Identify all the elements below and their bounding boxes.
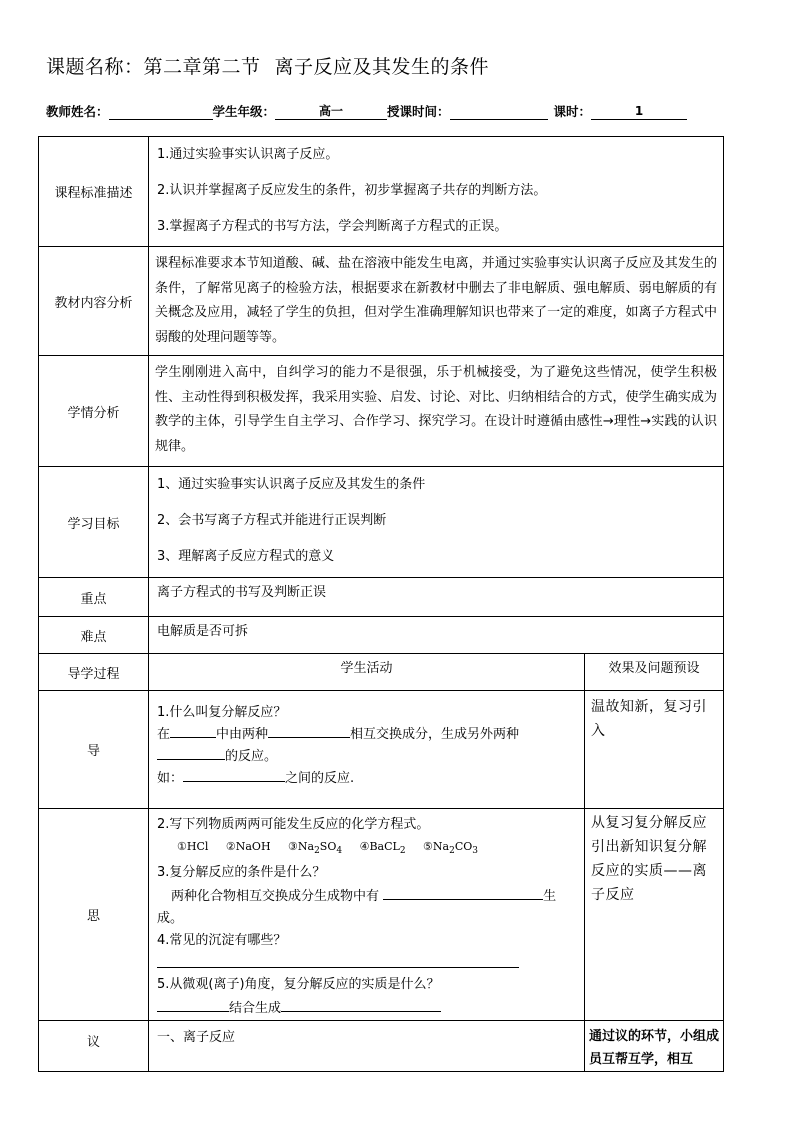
students-text: 学生刚刚进入高中，自纠学习的能力不是很强，乐于机械接受，为了避免这些情况，使学生积极性、主动性得到积极发挥，我采用实验、启发、讨论、对比、归纳相结合的方式，使学生确实成为教学的主体，引导学生自主学习、合作学习、探究学习。在设计时遵循由感性→理性→实践的认识规律。 — [155, 365, 717, 454]
si-q3-tail: 成。 — [157, 911, 184, 927]
grade-label: 学生年级： — [212, 104, 276, 119]
page-title — [46, 52, 489, 79]
row-key — [39, 578, 724, 617]
row-standard — [39, 137, 724, 247]
dao-question: 1.什么叫复分解反应？ — [157, 705, 287, 720]
goal-item: 1、通过实验事实认识离子反应及其发生的条件 — [157, 477, 426, 492]
chem-naoh: ②NaOH — [225, 840, 271, 853]
title-prefix: 课题名称：第二章第二节 — [46, 56, 261, 78]
lesson-meta — [46, 102, 687, 120]
standard-item: 2.认识并掌握离子反应发生的条件，初步掌握离子共存的判断方法。 — [157, 183, 547, 198]
si-question-5: 5.从微观(离子)角度，复分解反应的实质是什么？ — [157, 977, 440, 993]
blank-field[interactable] — [268, 722, 350, 738]
goals-label: 学习目标 — [39, 467, 149, 578]
title-topic: 离子反应及其发生的条件 — [274, 56, 490, 78]
blank-field[interactable] — [157, 996, 229, 1012]
grade-field[interactable]: 高一 — [275, 104, 387, 120]
dao-line2: 在 中由两种 相互交换成分，生成另外两种 — [157, 722, 578, 744]
hours-label: 课时： — [553, 104, 592, 119]
teacher-label: 教师姓名： — [46, 104, 109, 119]
difficulty-text: 电解质是否可拆 — [157, 624, 249, 639]
blank-field[interactable] — [170, 722, 216, 738]
goal-item: 3、理解离子反应方程式的意义 — [157, 549, 335, 564]
si-content — [149, 809, 584, 1020]
chem-na2co3: $⑤Na_2CO_3$ — [423, 840, 478, 857]
si-question-2: 2.写下列物质两两可能发生反应的化学方程式。 — [157, 817, 430, 832]
row-yi — [39, 1021, 724, 1072]
yi-text: 一、离子反应 — [157, 1030, 236, 1046]
row-students — [39, 356, 724, 467]
standard-item: 3.掌握离子方程式的书写方法，学会判断离子方程式的正误。 — [157, 219, 508, 234]
students-label: 学情分析 — [39, 356, 149, 467]
goals-list — [149, 467, 723, 569]
key-text: 离子方程式的书写及判断正误 — [157, 585, 327, 600]
chem-bacl2: ④BaCL$_2$ — [359, 840, 406, 857]
lesson-plan-table — [38, 136, 724, 1072]
row-si — [39, 809, 724, 1021]
blank-field[interactable] — [157, 744, 225, 760]
dao-content — [149, 691, 584, 788]
dao-effect: 温故知新，复习引入 — [591, 699, 707, 739]
teacher-name-field[interactable] — [109, 104, 213, 120]
si-question-4: 4.常见的沉淀有哪些？ — [157, 933, 287, 949]
row-goals — [39, 467, 724, 578]
row-process-header — [39, 654, 724, 691]
si-q3-line: 两种化合物相互交换成分生成物中有 生 — [157, 884, 578, 908]
si-label: 思 — [39, 809, 149, 1021]
blank-field[interactable] — [281, 996, 441, 1012]
key-label: 重点 — [39, 578, 149, 617]
effect-col-header: 效果及问题预设 — [608, 661, 700, 676]
content-label: 教材内容分析 — [39, 247, 149, 356]
time-field[interactable] — [450, 104, 548, 120]
dao-line3: 的反应。 — [157, 744, 578, 766]
hours-field[interactable]: 1 — [591, 104, 687, 120]
yi-label: 议 — [86, 1035, 100, 1051]
standard-item: 1.通过实验事实认识离子反应。 — [157, 147, 339, 162]
blank-field[interactable] — [383, 884, 543, 900]
blank-field[interactable] — [183, 766, 285, 782]
row-difficulty — [39, 617, 724, 654]
chem-list — [157, 836, 578, 862]
goal-item: 2、会书写离子方程式并能进行正误判断 — [157, 513, 387, 528]
dao-label: 导 — [39, 691, 149, 809]
standard-label: 课程标准描述 — [39, 137, 149, 247]
row-content — [39, 247, 724, 356]
activity-col-header: 学生活动 — [340, 661, 393, 676]
si-question-3: 3.复分解反应的条件是什么？ — [157, 865, 326, 881]
si-effect: 从复习复分解反应引出新知识复分解反应的实质——离子反应 — [591, 815, 707, 903]
yi-effect: 通过议的环节，小组成员互帮互学，相互 — [589, 1029, 720, 1068]
difficulty-label: 难点 — [39, 617, 149, 654]
time-label: 授课时间： — [387, 104, 450, 119]
blank-field[interactable] — [157, 952, 519, 968]
dao-line4: 如： 之间的反应. — [157, 766, 578, 788]
chem-na2so4: $③Na_2SO_4$ — [288, 840, 343, 857]
si-q5-line: 结合生成 — [157, 996, 578, 1020]
row-dao — [39, 691, 724, 809]
content-text: 课程标准要求本节知道酸、碱、盐在溶液中能发生电离，并通过实验事实认识离子反应及其发生的条件，了解常见离子的检验方法，根据要求在新教材中删去了非电解质、强电解质、弱电解质的有关概念及应用，减轻了学生的负担，但对学生准确理解知识也带来了一定的难度，如离子方程式中弱酸的处理问题等等。 — [155, 256, 717, 345]
process-col-header: 导学过程 — [39, 654, 149, 691]
chem-hcl: ①HCl — [177, 840, 209, 853]
standard-list — [149, 137, 723, 239]
